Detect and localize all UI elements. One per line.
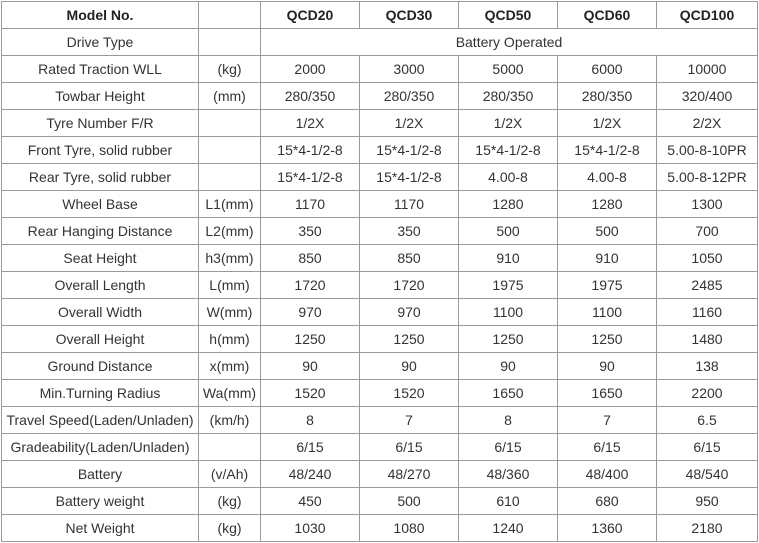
- cell-value: 970: [261, 299, 360, 326]
- cell-value: 2200: [657, 380, 758, 407]
- cell-value: 10000: [657, 56, 758, 83]
- cell-value: 1/2X: [261, 110, 360, 137]
- cell-value: 5.00-8-10PR: [657, 137, 758, 164]
- cell-value: 500: [360, 488, 459, 515]
- cell-value: 2485: [657, 272, 758, 299]
- row-label: Battery: [2, 461, 199, 488]
- cell-value: 5.00-8-12PR: [657, 164, 758, 191]
- cell-value: 1080: [360, 515, 459, 542]
- cell-value: 1720: [360, 272, 459, 299]
- cell-value: 48/270: [360, 461, 459, 488]
- cell-value: 2180: [657, 515, 758, 542]
- table-row: [2, 353, 758, 380]
- cell-value: 1/2X: [459, 110, 558, 137]
- cell-value: 6/15: [459, 434, 558, 461]
- model-header: QCD60: [558, 2, 657, 29]
- unit-header: [199, 2, 261, 29]
- row-label: Rear Tyre, solid rubber: [2, 164, 199, 191]
- cell-value: 8: [459, 407, 558, 434]
- table-row: [2, 56, 758, 83]
- cell-value: 2000: [261, 56, 360, 83]
- model-header: QCD100: [657, 2, 758, 29]
- cell-value: 15*4-1/2-8: [261, 164, 360, 191]
- header-row: [2, 2, 758, 29]
- cell-value: 350: [360, 218, 459, 245]
- cell-value: 15*4-1/2-8: [360, 164, 459, 191]
- cell-value: 700: [657, 218, 758, 245]
- cell-value: 1975: [558, 272, 657, 299]
- row-label: Rear Hanging Distance: [2, 218, 199, 245]
- cell-value: 970: [360, 299, 459, 326]
- cell-value: 15*4-1/2-8: [261, 137, 360, 164]
- table-row: [2, 83, 758, 110]
- row-label: Overall Height: [2, 326, 199, 353]
- table-row: [2, 407, 758, 434]
- row-label: Overall Width: [2, 299, 199, 326]
- row-label: Wheel Base: [2, 191, 199, 218]
- row-label: Front Tyre, solid rubber: [2, 137, 199, 164]
- cell-value: 280/350: [558, 83, 657, 110]
- row-label: Tyre Number F/R: [2, 110, 199, 137]
- cell-value: 1975: [459, 272, 558, 299]
- cell-value: 500: [459, 218, 558, 245]
- cell-value: 1170: [261, 191, 360, 218]
- cell-value: 280/350: [459, 83, 558, 110]
- table-row: [2, 110, 758, 137]
- cell-value: 6/15: [558, 434, 657, 461]
- model-header: QCD50: [459, 2, 558, 29]
- cell-value: 1250: [360, 326, 459, 353]
- cell-value: 850: [261, 245, 360, 272]
- cell-value: 8: [261, 407, 360, 434]
- cell-value: 1280: [558, 191, 657, 218]
- row-unit: L2(mm): [199, 218, 261, 245]
- cell-value: 950: [657, 488, 758, 515]
- row-unit: (km/h): [199, 407, 261, 434]
- row-label: Min.Turning Radius: [2, 380, 199, 407]
- row-label: Overall Length: [2, 272, 199, 299]
- cell-value: 450: [261, 488, 360, 515]
- cell-value: 1100: [459, 299, 558, 326]
- cell-value: 1/2X: [360, 110, 459, 137]
- drive-type-row: [2, 29, 758, 56]
- row-unit: (kg): [199, 515, 261, 542]
- cell-value: 48/540: [657, 461, 758, 488]
- row-label: Rated Traction WLL: [2, 56, 199, 83]
- cell-value: 1300: [657, 191, 758, 218]
- row-label: Towbar Height: [2, 83, 199, 110]
- cell-value: 6000: [558, 56, 657, 83]
- row-unit: L(mm): [199, 272, 261, 299]
- cell-value: 90: [261, 353, 360, 380]
- cell-value: 1100: [558, 299, 657, 326]
- cell-value: 6/15: [360, 434, 459, 461]
- table-row: [2, 299, 758, 326]
- cell-value: 500: [558, 218, 657, 245]
- row-unit: [199, 110, 261, 137]
- table-row: [2, 515, 758, 542]
- cell-value: 280/350: [360, 83, 459, 110]
- model-header: QCD20: [261, 2, 360, 29]
- cell-value: 610: [459, 488, 558, 515]
- table-row: [2, 218, 758, 245]
- table-row: [2, 434, 758, 461]
- row-unit: x(mm): [199, 353, 261, 380]
- cell-value: 1030: [261, 515, 360, 542]
- row-label: Net Weight: [2, 515, 199, 542]
- cell-value: 1050: [657, 245, 758, 272]
- cell-value: 1650: [558, 380, 657, 407]
- cell-value: 4.00-8: [558, 164, 657, 191]
- cell-value: 1650: [459, 380, 558, 407]
- cell-value: 48/360: [459, 461, 558, 488]
- row-unit: [199, 137, 261, 164]
- drive-type-value: Battery Operated: [261, 29, 758, 56]
- cell-value: 3000: [360, 56, 459, 83]
- table-row: [2, 164, 758, 191]
- cell-value: 90: [360, 353, 459, 380]
- table-row: [2, 191, 758, 218]
- cell-value: 1/2X: [558, 110, 657, 137]
- row-unit: (kg): [199, 488, 261, 515]
- model-header: QCD30: [360, 2, 459, 29]
- cell-value: 1240: [459, 515, 558, 542]
- spec-table: [1, 1, 758, 542]
- row-unit: [199, 29, 261, 56]
- cell-value: 2/2X: [657, 110, 758, 137]
- cell-value: 680: [558, 488, 657, 515]
- cell-value: 850: [360, 245, 459, 272]
- cell-value: 138: [657, 353, 758, 380]
- row-unit: (kg): [199, 56, 261, 83]
- row-unit: [199, 434, 261, 461]
- row-label: Seat Height: [2, 245, 199, 272]
- cell-value: 48/240: [261, 461, 360, 488]
- cell-value: 5000: [459, 56, 558, 83]
- cell-value: 6/15: [261, 434, 360, 461]
- table-row: [2, 245, 758, 272]
- row-label: Ground Distance: [2, 353, 199, 380]
- row-unit: Wa(mm): [199, 380, 261, 407]
- row-label: Drive Type: [2, 29, 199, 56]
- cell-value: 1250: [261, 326, 360, 353]
- cell-value: 7: [360, 407, 459, 434]
- table-row: [2, 461, 758, 488]
- row-unit: L1(mm): [199, 191, 261, 218]
- table-row: [2, 326, 758, 353]
- row-label: Battery weight: [2, 488, 199, 515]
- cell-value: 320/400: [657, 83, 758, 110]
- table-row: [2, 272, 758, 299]
- row-unit: h3(mm): [199, 245, 261, 272]
- row-unit: (v/Ah): [199, 461, 261, 488]
- cell-value: 1250: [558, 326, 657, 353]
- cell-value: 1250: [459, 326, 558, 353]
- cell-value: 910: [459, 245, 558, 272]
- cell-value: 6.5: [657, 407, 758, 434]
- cell-value: 15*4-1/2-8: [558, 137, 657, 164]
- cell-value: 350: [261, 218, 360, 245]
- cell-value: 1480: [657, 326, 758, 353]
- row-unit: W(mm): [199, 299, 261, 326]
- cell-value: 1170: [360, 191, 459, 218]
- cell-value: 6/15: [657, 434, 758, 461]
- cell-value: 4.00-8: [459, 164, 558, 191]
- cell-value: 1720: [261, 272, 360, 299]
- row-label: Travel Speed(Laden/Unladen): [2, 407, 199, 434]
- cell-value: 1280: [459, 191, 558, 218]
- cell-value: 280/350: [261, 83, 360, 110]
- cell-value: 7: [558, 407, 657, 434]
- cell-value: 90: [558, 353, 657, 380]
- cell-value: 1360: [558, 515, 657, 542]
- model-label: Model No.: [2, 2, 199, 29]
- table-row: [2, 137, 758, 164]
- cell-value: 15*4-1/2-8: [459, 137, 558, 164]
- cell-value: 90: [459, 353, 558, 380]
- row-unit: [199, 164, 261, 191]
- cell-value: 15*4-1/2-8: [360, 137, 459, 164]
- table-row: [2, 380, 758, 407]
- row-unit: (mm): [199, 83, 261, 110]
- cell-value: 1520: [360, 380, 459, 407]
- cell-value: 48/400: [558, 461, 657, 488]
- cell-value: 1160: [657, 299, 758, 326]
- cell-value: 1520: [261, 380, 360, 407]
- cell-value: 910: [558, 245, 657, 272]
- table-row: [2, 488, 758, 515]
- row-label: Gradeability(Laden/Unladen): [2, 434, 199, 461]
- row-unit: h(mm): [199, 326, 261, 353]
